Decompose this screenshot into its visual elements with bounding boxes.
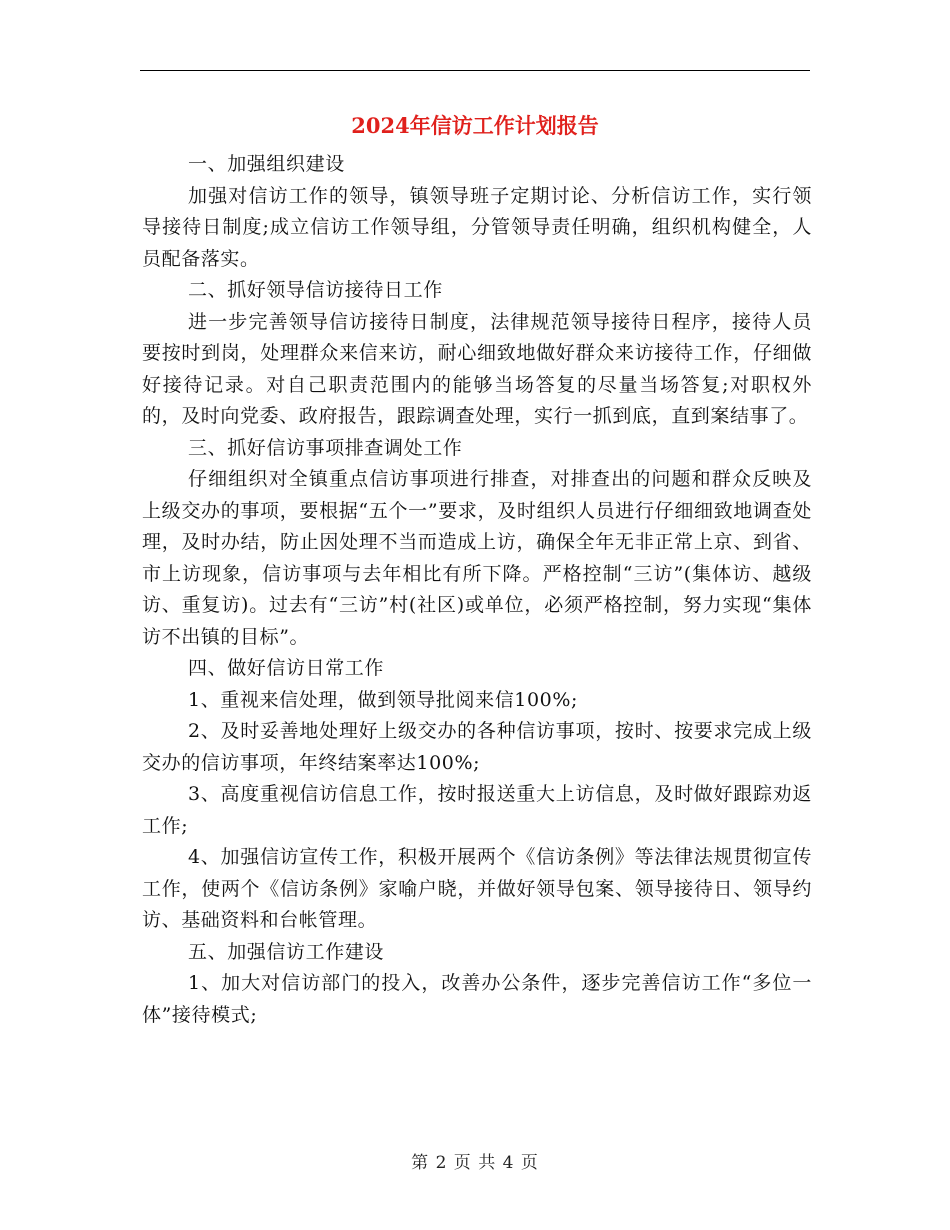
section-heading: 四、做好信访日常工作 [188,657,385,679]
page-number: 第 2 页 共 4 页 [411,1153,539,1173]
document-body [142,149,812,1031]
list-item: 1、加大对信访部门的投入，改善办公条件，逐步完善信访工作“多位一体”接待模式; [142,972,812,1026]
section-heading: 五、加强信访工作建设 [188,940,385,963]
body-paragraph: 加强对信访工作的领导，镇领导班子定期讨论、分析信访工作，实行领导接待日制度;成立信访工作领导组，分管领导责任明确，组织机构健全，人员配备落实。 [142,184,812,270]
list-item: 4、加强信访宣传工作，积极开展两个《信访条例》等法律法规贯彻宣传工作，使两个《信访条例》家喻户晓，并做好领导包案、领导接待日、领导约访、基础资料和台帐管理。 [142,846,812,931]
body-paragraph: 进一步完善领导信访接待日制度，法律规范领导接待日程序，接待人员要按时到岗，处理群众来信来访，耐心细致地做好群众来访接待工作，仔细做好接待记录。对自己职责范围内的能够当场答复的尽量当场答复;对职权外的，及时向党委、政府报告，跟踪调查处理，实行一抓到底，直到案结事了。 [142,310,812,427]
list-item: 1、重视来信处理，做到领导批阅来信100%; [188,688,579,711]
section-heading: 一、加强组织建设 [188,153,345,175]
list-item: 2、及时妥善地处理好上级交办的各种信访事项，按时、按要求完成上级交办的信访事项，年终结案率达100%; [142,720,812,774]
list-item: 3、高度重视信访信息工作，按时报送重大上访信息，及时做好跟踪劝返工作; [142,783,812,837]
section-heading: 二、抓好领导信访接待日工作 [188,279,443,301]
body-paragraph: 仔细组织对全镇重点信访事项进行排查，对排查出的问题和群众反映及上级交办的事项，要根据“五个一”要求，及时组织人员进行仔细细致地调查处理，及时办结，防止因处理不当而造成上访，确保全年无非正常上京、到省、市上访现象，信访事项与去年相比有所下降。严格控制“三访”(集体访、越级访、重复访)。过去有“三访”村(社区)或单位，必须严格控制，努力实现“集体访不出镇的目标”。 [142,468,812,648]
header-rule [140,70,810,71]
document-title: 2024年信访工作计划报告 [351,113,599,138]
section-heading: 三、抓好信访事项排查调处工作 [188,436,463,459]
